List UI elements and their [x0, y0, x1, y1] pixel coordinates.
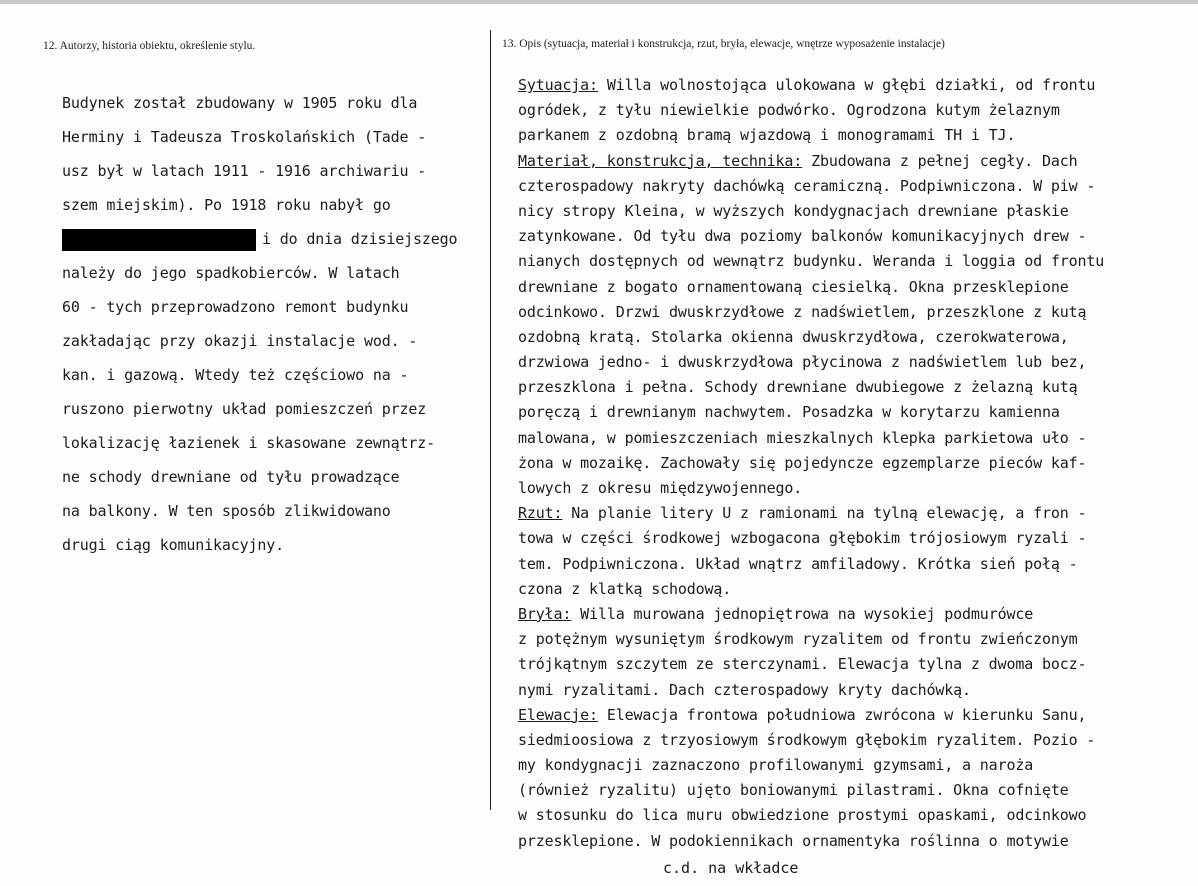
text-fragment: drzwiowa jedno- i dwuskrzydłowa płycinowa z nadświetlem lub bez,	[518, 353, 1087, 372]
text-fragment: ogródek, z tyłu niewielkie podwórko. Ogrodzona kutym żelaznym	[518, 101, 1060, 120]
text-line	[518, 300, 1188, 325]
text-line	[518, 325, 1188, 350]
text-line	[518, 703, 1188, 728]
text-fragment: nymi ryzalitami. Dach czterospadowy kryty dachówką.	[518, 680, 971, 699]
section-heading: Sytuacja:	[518, 76, 598, 94]
text-fragment: przesklepione. W podokiennikach ornamentyka roślinna o motywie	[518, 831, 1069, 850]
text-fragment: siedmioosiowa z trzyosiowym środkowym głębokim ryzalitem. Pozio -	[518, 730, 1096, 749]
text-fragment: ozdobną kratą. Stolarka okienna dwuskrzydłowa, czerokwaterowa,	[518, 327, 1069, 346]
right-column-header: 13. Opis (sytuacja, materiał i konstrukcja, rzut, bryła, elewacje, wnętrze wyposażenie instalacje)	[502, 38, 945, 50]
text-fragment: odcinkowo. Drzwi dwuskrzydłowe z nadświetlem, przeszklone z kutą	[518, 302, 1087, 321]
text-line: kan. i gazową. Wtedy też częściowo na -	[62, 366, 409, 384]
text-line	[518, 350, 1188, 375]
text-fragment: (również ryzalitu) ujęto boniowanymi pilastrami. Okna cofnięte	[518, 781, 1069, 800]
text-line	[518, 123, 1188, 148]
text-fragment: Zbudowana z pełnej cegły. Dach	[802, 151, 1078, 170]
text-line	[518, 224, 1188, 249]
section-heading: Rzut:	[518, 504, 563, 523]
text-line	[518, 174, 1188, 199]
text-fragment: towa w części środkowej wzbogacona głębokim trójosiowym ryzali -	[518, 529, 1087, 548]
left-column-text	[62, 86, 482, 562]
text-line	[518, 577, 1188, 602]
right-column-text	[518, 73, 1188, 854]
column-divider	[490, 30, 491, 810]
text-line	[518, 375, 1188, 400]
scan-top-edge	[0, 0, 1198, 4]
text-line	[518, 400, 1188, 425]
text-fragment: nianych dostępnych od wewnątrz budynku. Weranda i loggia od frontu	[518, 252, 1105, 271]
text-line: drugi ciąg komunikacyjny.	[62, 536, 285, 554]
text-fragment: Na planie litery U z ramionami na tylną elewację, a fron -	[562, 504, 1087, 523]
text-line	[518, 803, 1188, 828]
text-line	[518, 451, 1188, 476]
text-line	[518, 728, 1188, 753]
text-line: należy do jego spadkobierców. W latach	[62, 264, 400, 282]
text-fragment: i do dnia dzisiejszego	[262, 230, 458, 248]
text-line	[518, 753, 1188, 778]
text-line	[518, 73, 1188, 98]
text-line: Herminy i Tadeusza Troskolańskich (Tade -	[62, 128, 427, 146]
text-line: zakładając przy okazji instalacje wod. -	[62, 332, 418, 350]
text-fragment: my kondygnacji zaznaczono profilowanymi gzymsami, a naroża	[518, 756, 1034, 775]
text-line	[518, 778, 1188, 803]
text-line: na balkony. W ten sposób zlikwidowano	[62, 502, 391, 520]
text-fragment: Elewacja frontowa południowa zwrócona w kierunku Sanu,	[597, 705, 1087, 724]
text-fragment: parkanem z ozdobną bramą wjazdową i monogramami TH i TJ.	[518, 126, 1016, 145]
section-heading: Bryła:	[518, 604, 572, 623]
text-line	[518, 149, 1188, 174]
text-fragment: drewniane z bogato ornamentowaną ciesielką. Okna przesklepione	[518, 277, 1069, 296]
text-line: lokalizację łazienek i skasowane zewnątrz-	[62, 434, 435, 452]
text-line	[518, 552, 1188, 577]
text-fragment: poręczą i drewnianym nachwytem. Posadzka w korytarzu kamienna	[518, 403, 1060, 422]
text-line	[518, 426, 1188, 451]
text-line	[518, 602, 1188, 627]
text-line	[518, 678, 1188, 703]
text-fragment: lowych z okresu międzywojennego.	[518, 479, 803, 497]
text-line: ne schody drewniane od tyłu prowadzące	[62, 468, 400, 486]
text-fragment: tem. Podpiwniczona. Układ wnątrz amfiladowy. Krótka sień połą -	[518, 554, 1078, 573]
text-line	[518, 627, 1188, 652]
text-line	[518, 829, 1188, 854]
text-line: 60 - tych przeprowadzono remont budynku	[62, 298, 409, 316]
text-line	[518, 652, 1188, 677]
text-fragment: żona w mozaikę. Zachowały się pojedyncze egzemplarze pieców kaf-	[518, 453, 1087, 472]
continuation-note: c.d. na wkładce	[663, 859, 799, 877]
text-line	[518, 476, 1188, 501]
left-column-header: 12. Autorzy, historia obiektu, określenie stylu.	[43, 40, 256, 52]
text-fragment: przeszklona i pełna. Schody drewniane dwubiegowe z żelazną kutą	[518, 378, 1078, 397]
section-heading: Materiał, konstrukcja, technika:	[518, 151, 803, 170]
text-fragment: czterospadowy nakryty dachówką ceramiczną. Podpiwniczona. W piw -	[518, 176, 1096, 195]
text-line: usz był w latach 1911 - 1916 archiwariu -	[62, 162, 427, 180]
text-fragment: nicy stropy Kleina, w wyższych kondygnacjach drewniane płaskie	[518, 201, 1069, 220]
text-fragment: Willa murowana jednopiętrowa na wysokiej podmurówce	[571, 604, 1034, 623]
text-line	[518, 249, 1188, 274]
text-line: Budynek został zbudowany w 1905 roku dla	[62, 94, 418, 112]
text-line	[518, 275, 1188, 300]
text-fragment: Willa wolnostojąca ulokowana w głębi działki, od frontu	[597, 76, 1096, 94]
text-line	[518, 98, 1188, 123]
text-fragment: z potężnym wysuniętym środkowym ryzalitem od frontu zwieńczonym	[518, 630, 1078, 649]
text-line-redacted	[62, 222, 482, 256]
text-line: ruszono pierwotny układ pomieszczeń przez	[62, 400, 427, 418]
text-fragment: zatynkowane. Od tyłu dwa poziomy balkonów komunikacyjnych drew -	[518, 227, 1087, 246]
text-fragment: malowana, w pomieszczeniach mieszkalnych klepka parkietowa uło -	[518, 428, 1087, 447]
redaction-block	[62, 229, 256, 251]
text-line	[518, 199, 1188, 224]
text-line	[518, 526, 1188, 551]
text-fragment: czona z klatką schodową.	[518, 579, 732, 598]
text-line	[518, 501, 1188, 526]
text-fragment: trójkątnym szczytem ze sterczynami. Elewacja tylna z dwoma bocz-	[518, 655, 1087, 674]
text-line: szem miejskim). Po 1918 roku nabył go	[62, 196, 391, 214]
section-heading: Elewacje:	[518, 705, 598, 724]
text-fragment: w stosunku do lica muru obwiedzione prostymi opaskami, odcinkowo	[518, 806, 1087, 825]
